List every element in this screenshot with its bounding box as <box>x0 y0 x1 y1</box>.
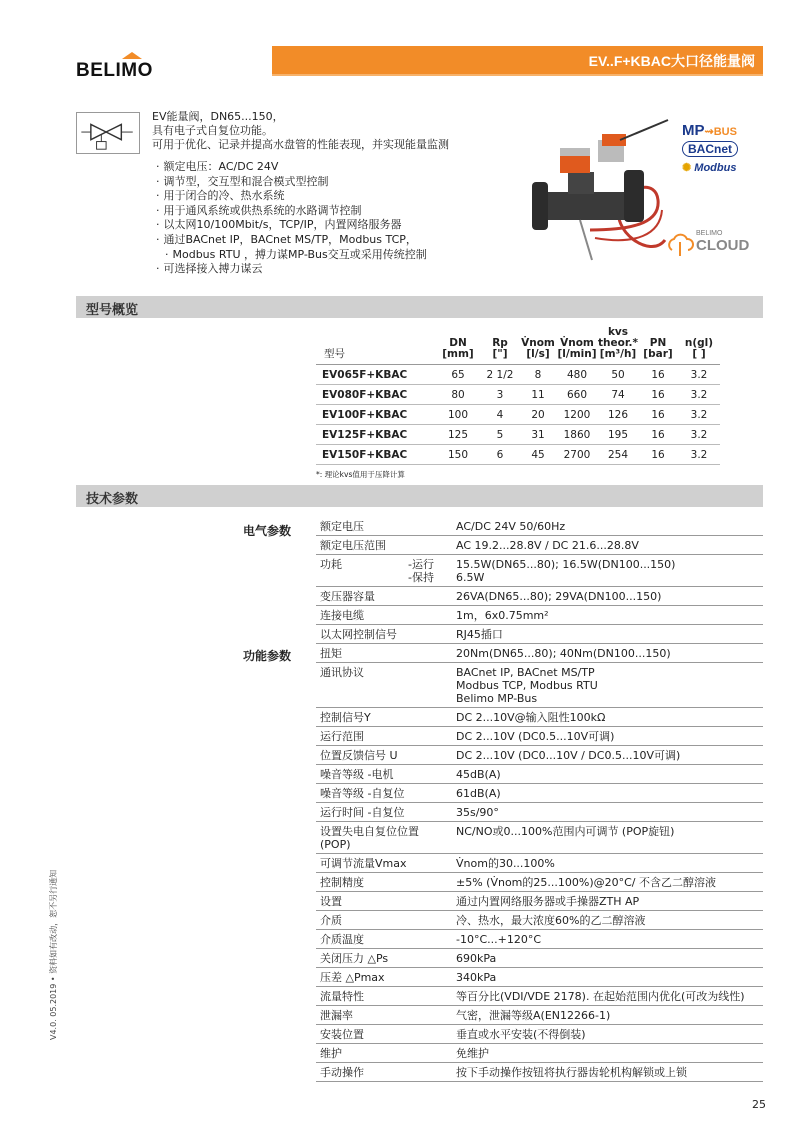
belimo-cloud-logo <box>666 230 762 260</box>
spec-label: 噪音等级 -自复位 <box>316 784 452 803</box>
value-cell: 3.2 <box>678 445 720 465</box>
protocol-badges <box>682 122 764 262</box>
page-title: EV..F+KBAC大口径能量阀 <box>588 53 755 69</box>
cloud-text: CLOUD <box>696 237 750 254</box>
spec-row <box>316 968 763 987</box>
spec-value: 冷、热水，最大浓度60%的乙二醇溶液 <box>452 911 763 930</box>
spec-label: 手动操作 <box>316 1063 452 1082</box>
spec-value: -10°C...+120°C <box>452 930 763 949</box>
table-row <box>316 425 720 445</box>
spec-value: 15.5W(DN65...80); 16.5W(DN100...150) 6.5W <box>452 555 763 587</box>
spec-value: 35s/90° <box>452 803 763 822</box>
header-bar <box>272 46 763 74</box>
feature-item: · Modbus RTU ，搏力谋MP-Bus交互或采用传统控制 <box>156 248 496 263</box>
spec-label: 泄漏率 <box>316 1006 452 1025</box>
spec-label: 额定电压 <box>316 517 452 536</box>
value-cell: 50 <box>598 365 638 385</box>
spec-value: ±5% (V̇nom的25...100%)@20°C/ 不含乙二醇溶液 <box>452 873 763 892</box>
feature-item: · 通过BACnet IP，BACnet MS/TP，Modbus TCP， <box>156 233 496 248</box>
spec-row <box>316 765 763 784</box>
spec-value: DC 2...10V (DC0...10V / DC0.5...10V可调) <box>452 746 763 765</box>
value-cell: 31 <box>520 425 556 445</box>
spec-row <box>316 746 763 765</box>
spec-value: AC/DC 24V 50/60Hz <box>452 517 763 536</box>
column-header: DN [mm] <box>436 327 480 365</box>
spec-row <box>316 987 763 1006</box>
intro-text <box>152 110 492 153</box>
column-header: Rp ["] <box>480 327 520 365</box>
value-cell: 74 <box>598 385 638 405</box>
model-cell: EV150F+KBAC <box>316 445 436 465</box>
value-cell: 1860 <box>556 425 598 445</box>
feature-item: · 用于闭合的冷、热水系统 <box>156 189 496 204</box>
feature-item: · 可选择接入搏力谋云 <box>156 262 496 277</box>
value-cell: 2700 <box>556 445 598 465</box>
spec-label: 运行范围 <box>316 727 452 746</box>
category-function: 功能参数 <box>243 649 292 663</box>
spec-value: NC/NO或0...100%范围内可调节 (POP旋钮) <box>452 822 763 854</box>
feature-item: · 调节型，交互型和混合模式型控制 <box>156 175 496 190</box>
value-cell: 65 <box>436 365 480 385</box>
spec-row <box>316 606 763 625</box>
mpbus-mp-text: MP <box>682 122 705 139</box>
value-cell: 3.2 <box>678 425 720 445</box>
spec-label: 可调节流量Vmax <box>316 854 452 873</box>
spec-row <box>316 555 763 587</box>
value-cell: 1200 <box>556 405 598 425</box>
value-cell: 16 <box>638 405 678 425</box>
value-cell: 11 <box>520 385 556 405</box>
spec-label: 运行时间 -自复位 <box>316 803 452 822</box>
spec-row <box>316 708 763 727</box>
header-underline <box>272 74 763 76</box>
spec-label: 介质温度 <box>316 930 452 949</box>
model-cell: EV080F+KBAC <box>316 385 436 405</box>
value-cell: 20 <box>520 405 556 425</box>
mpbus-logo: MP⇝BUS <box>682 122 737 139</box>
spec-row <box>316 892 763 911</box>
column-header: 型号 <box>316 327 436 365</box>
spec-label: 扭矩 <box>316 644 452 663</box>
overview-footnote: *: 理论kvs值用于压降计算 <box>316 470 405 479</box>
value-cell: 126 <box>598 405 638 425</box>
column-header: V̇nom [l/min] <box>556 327 598 365</box>
spec-label: 压差 △Pmax <box>316 968 452 987</box>
spec-label: 设置失电自复位位置 (POP) <box>316 822 452 854</box>
spec-value: 340kPa <box>452 968 763 987</box>
value-cell: 45 <box>520 445 556 465</box>
value-cell: 125 <box>436 425 480 445</box>
value-cell: 4 <box>480 405 520 425</box>
logo-arrow-icon <box>76 52 156 60</box>
feature-item: · 以太网10/100Mbit/s，TCP/IP，内置网络服务器 <box>156 218 496 233</box>
spec-row <box>316 1006 763 1025</box>
cloud-icon <box>666 230 694 258</box>
feature-list <box>156 160 496 277</box>
spec-row <box>316 727 763 746</box>
section-title: 型号概览 <box>86 303 139 318</box>
version-note: V4.0. 05.2019 • 资料如有改动，恕不另行通知 <box>49 869 58 1040</box>
model-cell: EV100F+KBAC <box>316 405 436 425</box>
modbus-text: Modbus <box>694 162 737 174</box>
model-cell: EV065F+KBAC <box>316 365 436 385</box>
spec-value: BACnet IP, BACnet MS/TP Modbus TCP, Modbus RTU Belimo MP-Bus <box>452 663 763 708</box>
value-cell: 3.2 <box>678 385 720 405</box>
page-number: 25 <box>752 1098 766 1111</box>
spec-row <box>316 873 763 892</box>
column-header: kvs theor.* [m³/h] <box>598 327 638 365</box>
value-cell: 16 <box>638 365 678 385</box>
table-row <box>316 405 720 425</box>
spec-value: 通过内置网络服务器或手操器ZTH AP <box>452 892 763 911</box>
intro-line: EV能量阀，DN65...150， <box>152 110 284 123</box>
spec-value: 垂直或水平安装(不得倒装) <box>452 1025 763 1044</box>
spec-label: 控制精度 <box>316 873 452 892</box>
value-cell: 16 <box>638 385 678 405</box>
model-overview-table <box>316 327 720 465</box>
value-cell: 2 1/2 <box>480 365 520 385</box>
cloud-brand: BELIMO <box>696 230 723 237</box>
value-cell: 150 <box>436 445 480 465</box>
modbus-gear-icon: ✺ <box>682 162 692 174</box>
bacnet-logo: BACnet <box>682 141 738 157</box>
value-cell: 6 <box>480 445 520 465</box>
spec-label: 安装位置 <box>316 1025 452 1044</box>
section-title: 技术参数 <box>86 492 139 507</box>
spec-label: 功耗 -运行 -保持 <box>316 555 452 587</box>
spec-value: 免维护 <box>452 1044 763 1063</box>
spec-row <box>316 1025 763 1044</box>
table-row <box>316 445 720 465</box>
spec-value: 等百分比(VDI/VDE 2178). 在起始范围内优化(可改为线性) <box>452 987 763 1006</box>
spec-label: 噪音等级 -电机 <box>316 765 452 784</box>
spec-label: 额定电压范围 <box>316 536 452 555</box>
belimo-logo <box>76 52 156 81</box>
spec-row <box>316 1063 763 1082</box>
feature-item: · 额定电压：AC/DC 24V <box>156 160 496 175</box>
value-cell: 16 <box>638 425 678 445</box>
table-header-row <box>316 327 720 365</box>
value-cell: 480 <box>556 365 598 385</box>
value-cell: 3.2 <box>678 365 720 385</box>
spec-label: 变压器容量 <box>316 587 452 606</box>
tech-spec-table <box>316 517 763 1082</box>
spec-row <box>316 644 763 663</box>
intro-line: 可用于优化、记录并提高水盘管的性能表现，并实现能量监测 <box>152 138 449 152</box>
spec-label: 位置反馈信号 U <box>316 746 452 765</box>
value-cell: 254 <box>598 445 638 465</box>
intro-line: 具有电子式自复位功能。 <box>152 124 273 138</box>
spec-label: 控制信号Y <box>316 708 452 727</box>
spec-label: 通讯协议 <box>316 663 452 708</box>
column-header: PN [bar] <box>638 327 678 365</box>
spec-row <box>316 1044 763 1063</box>
value-cell: 3 <box>480 385 520 405</box>
section-header-overview <box>76 296 763 318</box>
spec-value: V̇nom的30...100% <box>452 854 763 873</box>
spec-label: 连接电缆 <box>316 606 452 625</box>
spec-value: DC 2...10V (DC0.5...10V可调) <box>452 727 763 746</box>
spec-value: 26VA(DN65...80); 29VA(DN100...150) <box>452 587 763 606</box>
spec-row <box>316 625 763 644</box>
spec-label: 以太网控制信号 <box>316 625 452 644</box>
spec-row <box>316 784 763 803</box>
table-row <box>316 385 720 405</box>
spec-label: 流量特性 <box>316 987 452 1006</box>
spec-value: 45dB(A) <box>452 765 763 784</box>
spec-value: 20Nm(DN65...80); 40Nm(DN100...150) <box>452 644 763 663</box>
spec-row <box>316 587 763 606</box>
spec-row <box>316 663 763 708</box>
spec-value: AC 19.2...28.8V / DC 21.6...28.8V <box>452 536 763 555</box>
section-header-tech <box>76 485 763 507</box>
spec-row <box>316 949 763 968</box>
spec-row <box>316 911 763 930</box>
spec-row <box>316 930 763 949</box>
category-electrical: 电气参数 <box>243 524 292 538</box>
value-cell: 8 <box>520 365 556 385</box>
mpbus-bus-text: BUS <box>713 126 737 138</box>
column-header: V̇nom [l/s] <box>520 327 556 365</box>
value-cell: 80 <box>436 385 480 405</box>
spec-row <box>316 803 763 822</box>
value-cell: 5 <box>480 425 520 445</box>
spec-value: 690kPa <box>452 949 763 968</box>
column-header: n(gl) [ ] <box>678 327 720 365</box>
valve-symbol-icon <box>76 112 140 154</box>
modbus-logo <box>682 161 764 174</box>
feature-item: · 用于通风系统或供热系统的水路调节控制 <box>156 204 496 219</box>
value-cell: 660 <box>556 385 598 405</box>
brand-name: BELIMO <box>76 60 153 81</box>
table-row <box>316 365 720 385</box>
product-image <box>520 110 670 275</box>
spec-row <box>316 854 763 873</box>
value-cell: 16 <box>638 445 678 465</box>
spec-label: 维护 <box>316 1044 452 1063</box>
spec-value: 按下手动操作按钮将执行器齿轮机构解锁或上锁 <box>452 1063 763 1082</box>
spec-value: DC 2...10V@输入阻性100kΩ <box>452 708 763 727</box>
value-cell: 195 <box>598 425 638 445</box>
spec-value: 61dB(A) <box>452 784 763 803</box>
spec-label: 关闭压力 △Ps <box>316 949 452 968</box>
model-cell: EV125F+KBAC <box>316 425 436 445</box>
spec-row <box>316 536 763 555</box>
spec-row <box>316 822 763 854</box>
spec-label: 设置 <box>316 892 452 911</box>
spec-value: 1m，6x0.75mm² <box>452 606 763 625</box>
spec-value: 气密，泄漏等级A(EN12266-1) <box>452 1006 763 1025</box>
value-cell: 3.2 <box>678 405 720 425</box>
spec-label: 介质 <box>316 911 452 930</box>
spec-value: RJ45插口 <box>452 625 763 644</box>
spec-row <box>316 517 763 536</box>
value-cell: 100 <box>436 405 480 425</box>
